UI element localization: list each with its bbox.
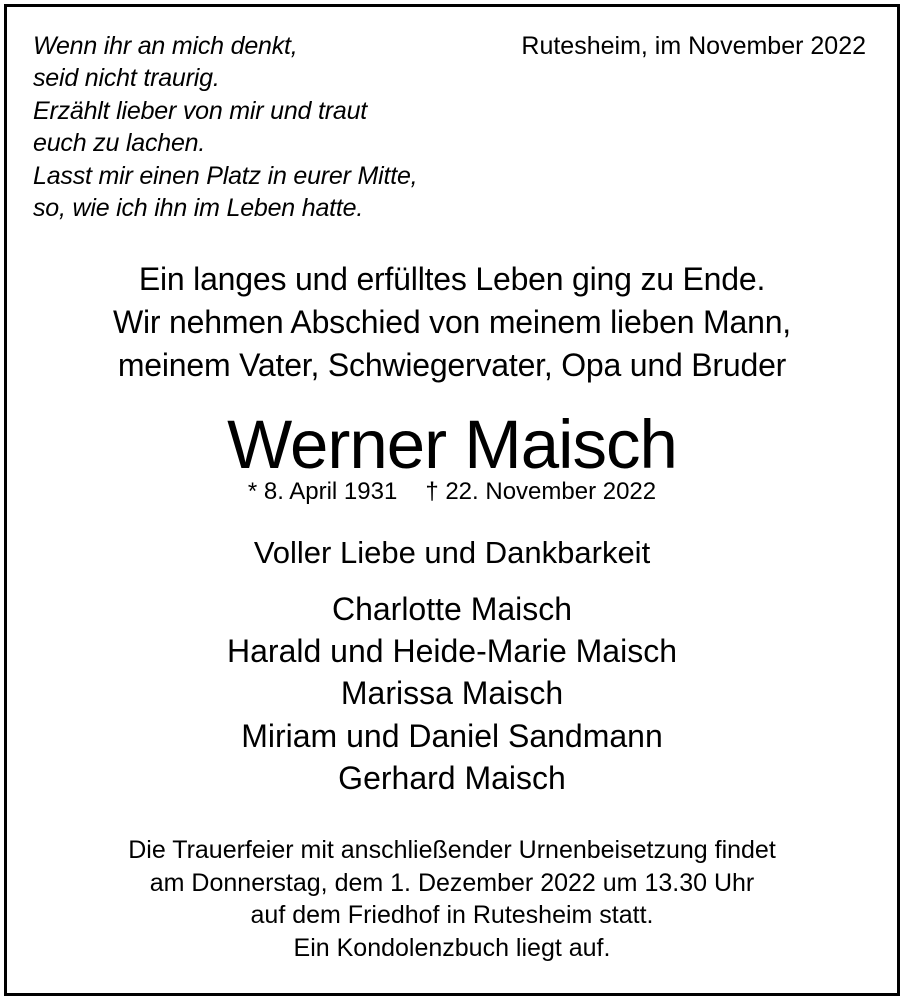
mourner-name: Gerhard Maisch <box>338 759 566 796</box>
mourner-name: Harald und Heide-Marie Maisch <box>227 633 677 670</box>
life-dates <box>0 475 904 509</box>
mourner-name: Charlotte Maisch <box>331 591 573 627</box>
service-line: am Donnerstag, dem 1. Dezember 2022 um 13.30 Uhr <box>149 868 755 897</box>
mourner-name: Miriam und Daniel Sandmann <box>241 717 663 754</box>
poem-line: Wenn ihr an mich denkt, <box>33 32 298 60</box>
deceased-name: Werner Maisch <box>227 406 677 483</box>
birth-date: * 8. April 1931 <box>247 478 398 505</box>
mourners-list <box>0 588 904 799</box>
poem <box>33 30 417 224</box>
poem-line: euch zu lachen. <box>33 129 206 158</box>
place-date: Rutesheim, im November 2022 <box>521 32 866 60</box>
service-line: Die Trauerfeier mit anschließender Urnenbeisetzung findet <box>128 836 776 864</box>
intro-text <box>0 258 904 387</box>
service-info <box>0 834 904 964</box>
poem-line: seid nicht traurig. <box>33 64 220 93</box>
intro-line: Wir nehmen Abschied von meinem lieben Mann, <box>113 304 791 340</box>
poem-line: so, wie ich ihn im Leben hatte. <box>33 194 364 223</box>
poem-line: Lasst mir einen Platz in eurer Mitte, <box>33 161 418 190</box>
gratitude-line: Voller Liebe und Dankbarkeit <box>253 535 651 570</box>
service-line: Ein Kondolenzbuch liegt auf. <box>293 933 611 962</box>
service-line: auf dem Friedhof in Rutesheim statt. <box>250 901 654 929</box>
intro-line: meinem Vater, Schwiegervater, Opa und Bruder <box>117 347 787 383</box>
death-date: † 22. November 2022 <box>425 478 657 505</box>
poem-line: Erzählt lieber von mir und traut <box>33 96 368 125</box>
intro-line: Ein langes und erfülltes Leben ging zu Ende. <box>138 261 766 297</box>
mourner-name: Marissa Maisch <box>340 675 564 712</box>
